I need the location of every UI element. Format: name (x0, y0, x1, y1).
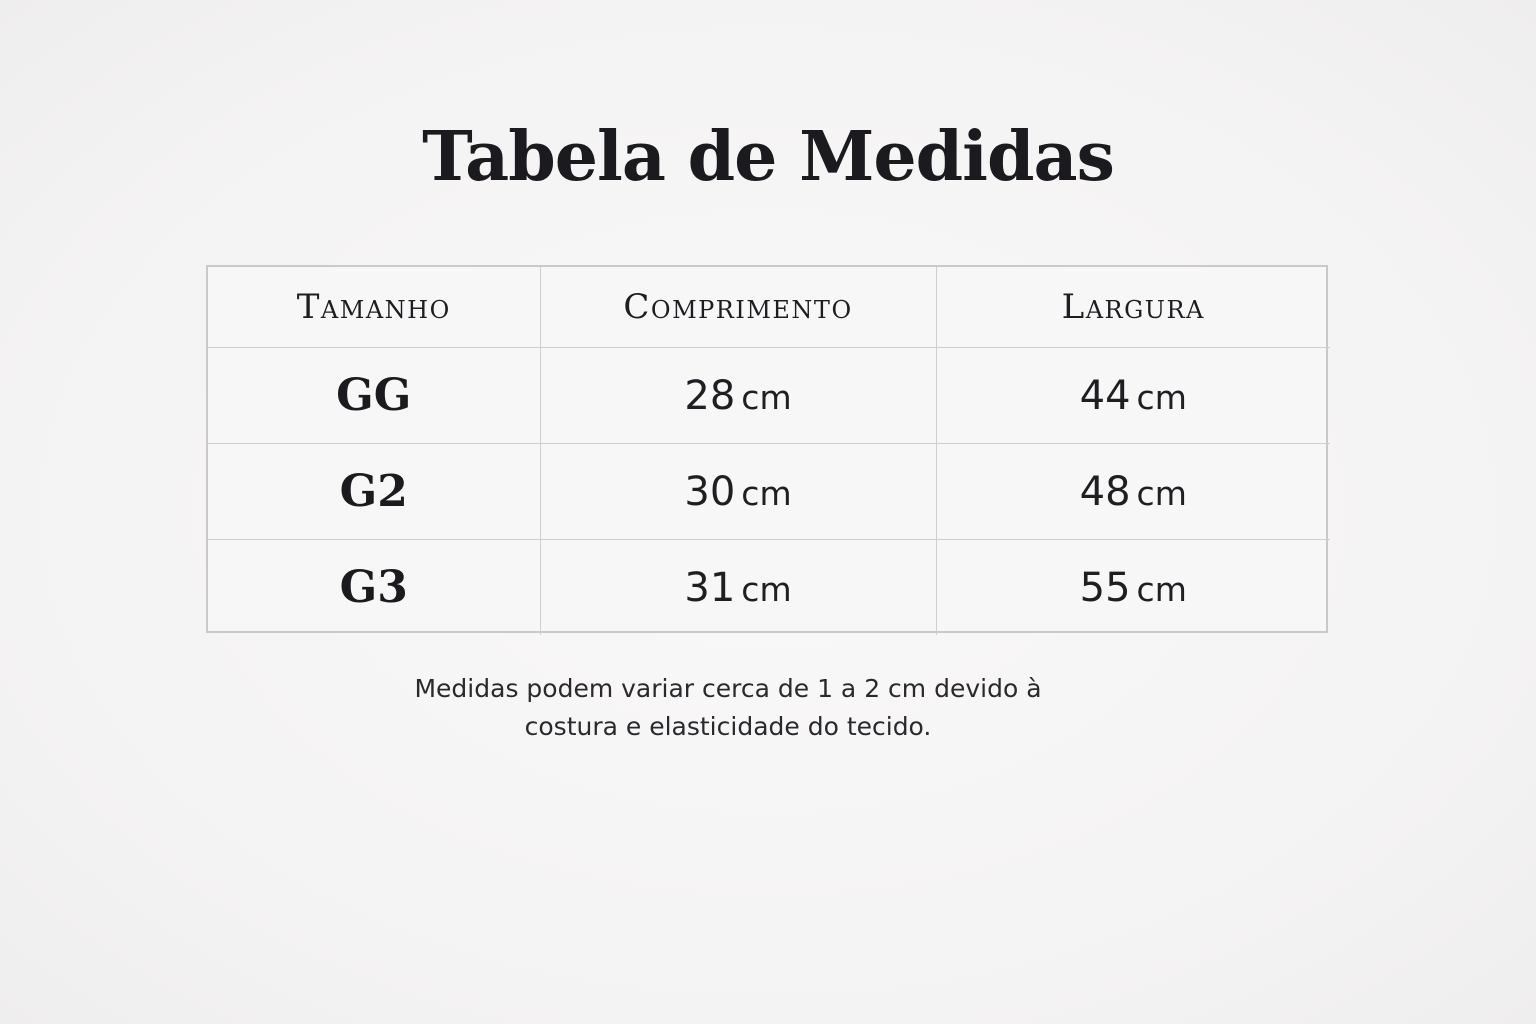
unit-label: cm (741, 377, 792, 417)
size-table (206, 265, 1328, 633)
header-largura: Largura (936, 267, 1330, 348)
comprimento-value: 28 (684, 372, 736, 419)
note-line-1: Medidas podem variar cerca de 1 a 2 cm devido à (414, 674, 1042, 703)
page-title: Tabela de Medidas (422, 117, 1114, 197)
size-cell (208, 540, 540, 636)
table-header-row (208, 267, 1330, 348)
largura-value: 44 (1079, 372, 1131, 419)
unit-label: cm (741, 569, 792, 609)
largura-cell (936, 444, 1330, 540)
header-comprimento: Comprimento (540, 267, 936, 348)
unit-label: cm (1136, 377, 1187, 417)
comprimento-cell (540, 540, 936, 636)
comprimento-value: 31 (684, 564, 736, 611)
comprimento-value: 30 (684, 468, 736, 515)
unit-label: cm (1136, 569, 1187, 609)
size-label: G3 (339, 562, 408, 613)
unit-label: cm (741, 473, 792, 513)
table-row (208, 540, 1330, 636)
unit-label: cm (1136, 473, 1187, 513)
largura-cell (936, 348, 1330, 444)
largura-value: 55 (1079, 564, 1131, 611)
largura-value: 48 (1079, 468, 1131, 515)
header-tamanho: Tamanho (208, 267, 540, 348)
size-label: GG (336, 370, 412, 421)
size-table-grid (208, 267, 1330, 635)
size-cell (208, 444, 540, 540)
note-line-2: costura e elasticidade do tecido. (524, 712, 932, 741)
comprimento-cell (540, 444, 936, 540)
table-row (208, 444, 1330, 540)
measurement-note (368, 670, 1088, 746)
comprimento-cell (540, 348, 936, 444)
size-cell (208, 348, 540, 444)
largura-cell (936, 540, 1330, 636)
table-row (208, 348, 1330, 444)
size-label: G2 (339, 466, 408, 517)
